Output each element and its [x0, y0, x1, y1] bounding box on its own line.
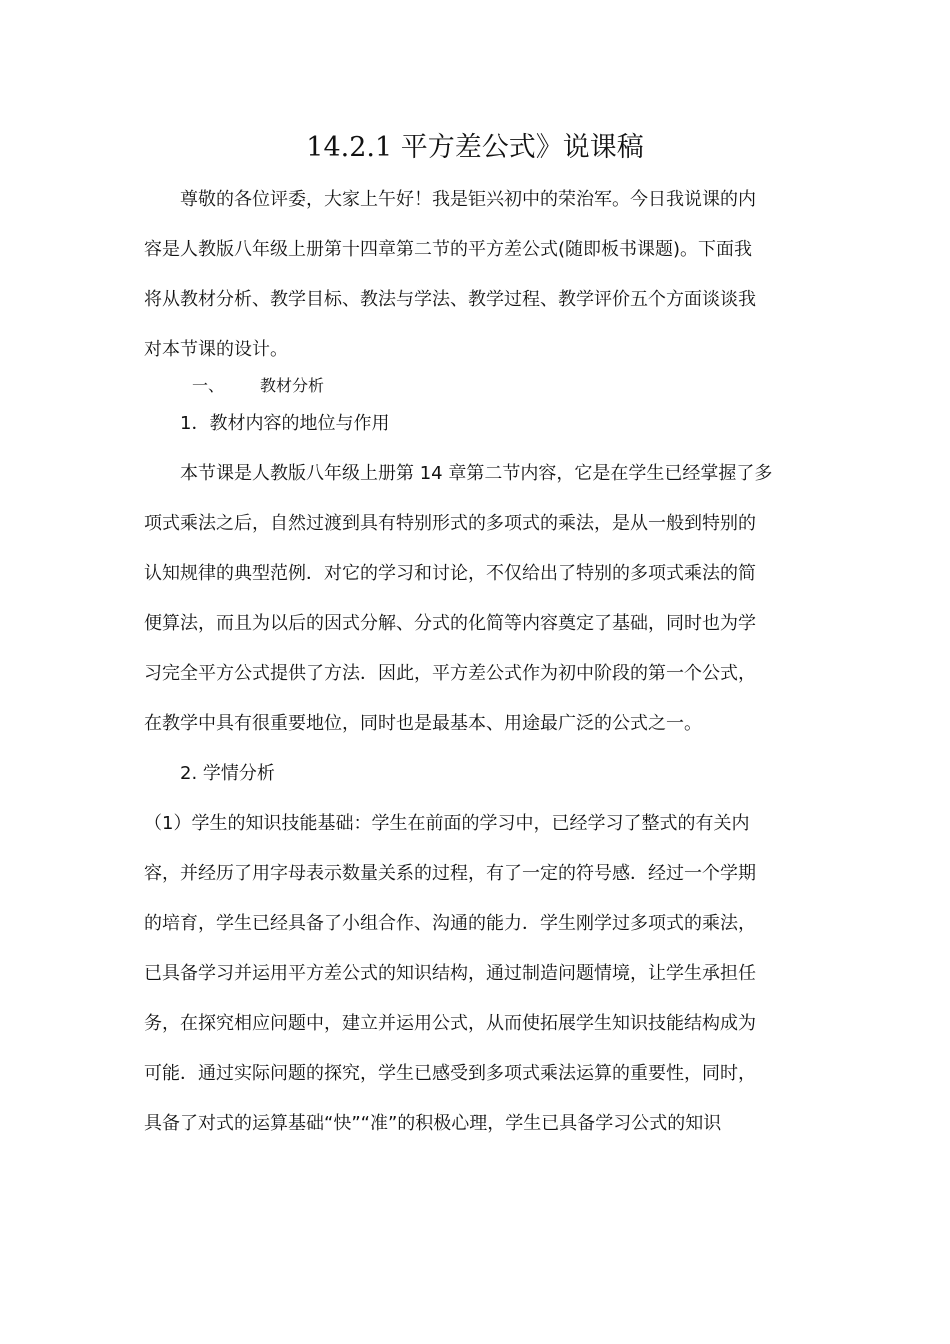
paragraph-line: 的培育，学生已经具备了小组合作、沟通的能力．学生刚学过多项式的乘法， [144, 913, 756, 934]
subsection-heading: 2. 学情分析 [180, 763, 275, 784]
intro-line: 对本节课的设计。 [144, 339, 288, 360]
section-number: 一、 [192, 376, 225, 395]
section-title: 教材分析 [260, 376, 325, 395]
paragraph-line: 本节课是人教版八年级上册第 14 章第二节内容，它是在学生已经掌握了多 [180, 463, 773, 484]
paragraph-line: 习完全平方公式提供了方法．因此，平方差公式作为初中阶段的第一个公式， [144, 663, 756, 684]
paragraph-line: 在教学中具有很重要地位，同时也是最基本、用途最广泛的公式之一。 [144, 713, 702, 734]
paragraph-line: （1）学生的知识技能基础：学生在前面的学习中，已经学习了整式的有关内 [144, 813, 750, 834]
paragraph-line: 项式乘法之后，自然过渡到具有特别形式的多项式的乘法，是从一般到特别的 [144, 513, 756, 534]
paragraph-line: 容，并经历了用字母表示数量关系的过程，有了一定的符号感．经过一个学期 [144, 863, 756, 884]
section-heading [192, 374, 324, 398]
paragraph-line: 可能．通过实际问题的探究，学生已感受到多项式乘法运算的重要性，同时， [144, 1063, 756, 1084]
subsection-heading: 1．教材内容的地位与作用 [180, 413, 390, 434]
intro-line: 将从教材分析、教学目标、教法与学法、教学过程、教学评价五个方面谈谈我 [144, 289, 756, 310]
intro-line: 尊敬的各位评委，大家上午好！我是钜兴初中的荣治军。今日我说课的内 [180, 189, 756, 210]
paragraph-line: 务，在探究相应问题中，建立并运用公式，从而使拓展学生知识技能结构成为 [144, 1013, 756, 1034]
paragraph-line: 便算法，而且为以后的因式分解、分式的化简等内容奠定了基础，同时也为学 [144, 613, 756, 634]
paragraph-line: 具备了对式的运算基础“快”“准”的积极心理，学生已具备学习公式的知识 [144, 1113, 722, 1134]
paragraph-line: 已具备学习并运用平方差公式的知识结构，通过制造问题情境，让学生承担任 [144, 963, 756, 984]
paragraph-line: 认知规律的典型范例．对它的学习和讨论，不仅给出了特别的多项式乘法的简 [144, 563, 756, 584]
intro-line: 容是人教版八年级上册第十四章第二节的平方差公式(随即板书课题)。下面我 [144, 239, 753, 260]
document-title: 14.2.1 平方差公式》说课稿 [306, 132, 644, 163]
